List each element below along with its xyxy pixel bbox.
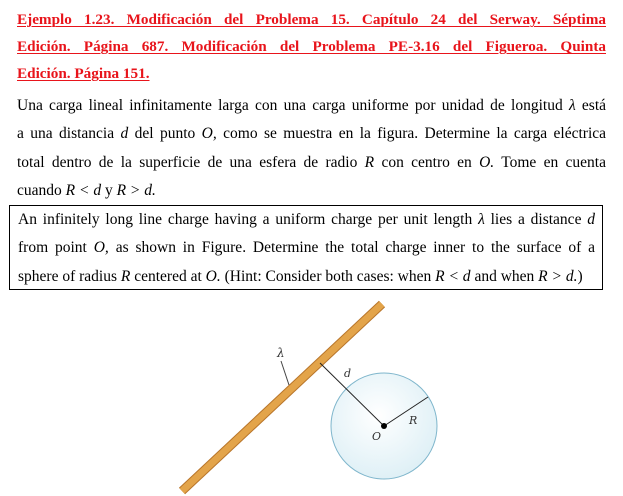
lambda-label: λ bbox=[277, 346, 285, 360]
lambda-symbol: λ bbox=[568, 97, 576, 114]
heading-line-2: Edición. Página 687. Modificación del Problema PE-3.16 del Figueroa. Quinta bbox=[17, 38, 606, 55]
spanish-line-2: a una distancia d del punto O, como se muestra en la figura. Determine la carga eléctrica bbox=[17, 125, 607, 143]
radius-R-label: R bbox=[409, 414, 418, 427]
english-line-1: An infinitely long line charge having a uniform charge per unit length λ lies a distance d bbox=[18, 211, 596, 228]
center-O-label: O bbox=[372, 430, 382, 443]
english-line-2: from point O, as shown in Figure. Determine the total charge inner to the surface of a bbox=[18, 239, 596, 257]
heading-line-1: Ejemplo 1.23. Modificación del Problema 15. Capítulo 24 del Serway. Séptima bbox=[17, 11, 606, 28]
heading-line-3: Edición. Página 151. bbox=[17, 65, 150, 82]
lambda-symbol: λ bbox=[478, 211, 485, 228]
spanish-line-1: Una carga lineal infinitamente larga con una carga uniforme por unidad de longitud λ está bbox=[17, 97, 607, 114]
distance-d-label: d bbox=[344, 367, 352, 380]
spanish-line-4: cuando R < d y R > d. bbox=[17, 181, 156, 199]
english-line-3: sphere of radius R centered at O. (Hint: Consider both cases: when R < d and when R > d.) bbox=[18, 267, 583, 285]
center-point-O bbox=[381, 423, 387, 429]
spanish-line-3: total dentro de la superficie de una esfera de radio R con centro en O. Tome en cuenta bbox=[17, 153, 606, 171]
lambda-leader bbox=[281, 361, 289, 385]
